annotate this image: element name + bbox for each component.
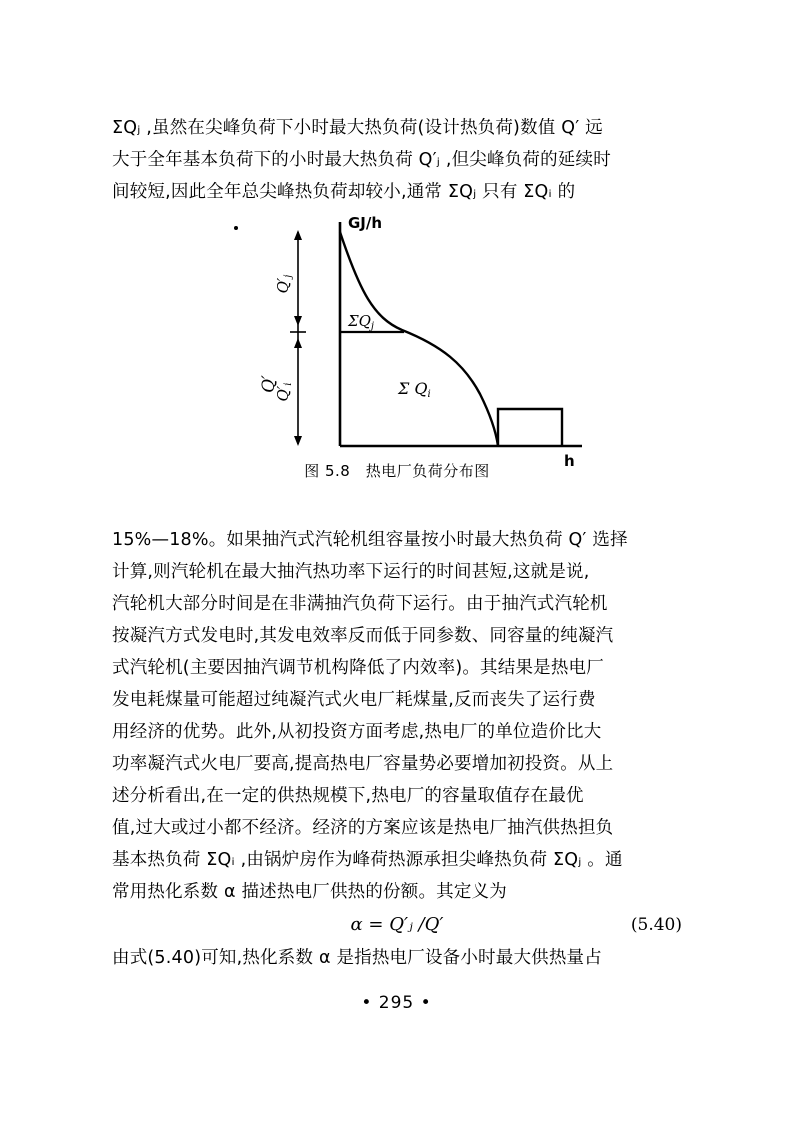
paragraph-line: 值,过大或过小都不经济。经济的方案应该是热电厂抽汽供热担负 [112,818,614,838]
figure-x-axis-label: h [564,452,575,470]
figure-area-label-base: Σ Qi [398,379,431,400]
page-number: • 295 • [361,993,432,1013]
paragraph-line: 发电耗煤量可能超过纯凝汽式火电厂耗煤量,反而丧失了运行费 [112,690,596,710]
paragraph-top [112,112,682,208]
paragraph-body [112,524,682,908]
equation-row [112,908,682,942]
paragraph-line: 按凝汽方式发电时,其发电效率反而低于同参数、同容量的纯凝汽 [112,626,614,646]
figure-graphic [112,214,682,494]
paragraph-line: 计算,则汽轮机在最大抽汽热功率下运行的时间甚短,这就是说, [112,562,590,582]
equation-body: α = Q′ⱼ /Q′ [350,914,444,935]
paragraph-closing [112,942,682,974]
paragraph-line: 基本热负荷 ΣQᵢ ,由锅炉房作为峰荷热源承担尖峰热负荷 ΣQⱼ 。通 [112,850,623,870]
paragraph-line: 间较短,因此全年总尖峰热负荷却较小,通常 ΣQⱼ 只有 ΣQᵢ 的 [112,182,576,202]
paragraph-line: 15%—18%。如果抽汽式汽轮机组容量按小时最大热负荷 Q′ 选择 [112,530,628,550]
figure-label-total: Q′ [259,375,279,393]
figure-area-label-peak: $\Sigma Q_j$ [348,312,375,332]
paragraph-line: ΣQⱼ ,虽然在尖峰负荷下小时最大热负荷(设计热负荷)数值 Q′ 远 [112,118,603,138]
paragraph-line: 由式(5.40)可知,热化系数 α 是指热电厂设备小时最大供热量占 [112,948,602,968]
equation-number: (5.40) [630,915,682,935]
paragraph-line: 式汽轮机(主要因抽汽调节机构降低了内效率)。其结果是热电厂 [112,658,604,678]
figure-label-peak: $Q'_j$ [274,274,294,294]
figure-label-base: $Q'_i$ [274,382,294,402]
figure-caption: 图 5.8 热电厂负荷分布图 [304,462,490,480]
paragraph-line: 常用热化系数 α 描述热电厂供热的份额。其定义为 [112,882,507,902]
paragraph-line: 述分析看出,在一定的供热规模下,热电厂的容量取值存在最优 [112,786,584,806]
figure-y-axis-label: GJ/h [348,214,383,232]
figure-load-distribution [112,214,682,494]
paragraph-line: 功率凝汽式火电厂要高,提高热电厂容量势必要增加初投资。从上 [112,754,614,774]
paragraph-line: 用经济的优势。此外,从初投资方面考虑,热电厂的单位造价比大 [112,722,602,742]
paragraph-line: 大于全年基本负荷下的小时最大热负荷 Q′ⱼ ,但尖峰负荷的延续时 [112,150,611,170]
page-content [112,112,682,974]
paragraph-line: 汽轮机大部分时间是在非满抽汽负荷下运行。由于抽汽式汽轮机 [112,594,608,614]
